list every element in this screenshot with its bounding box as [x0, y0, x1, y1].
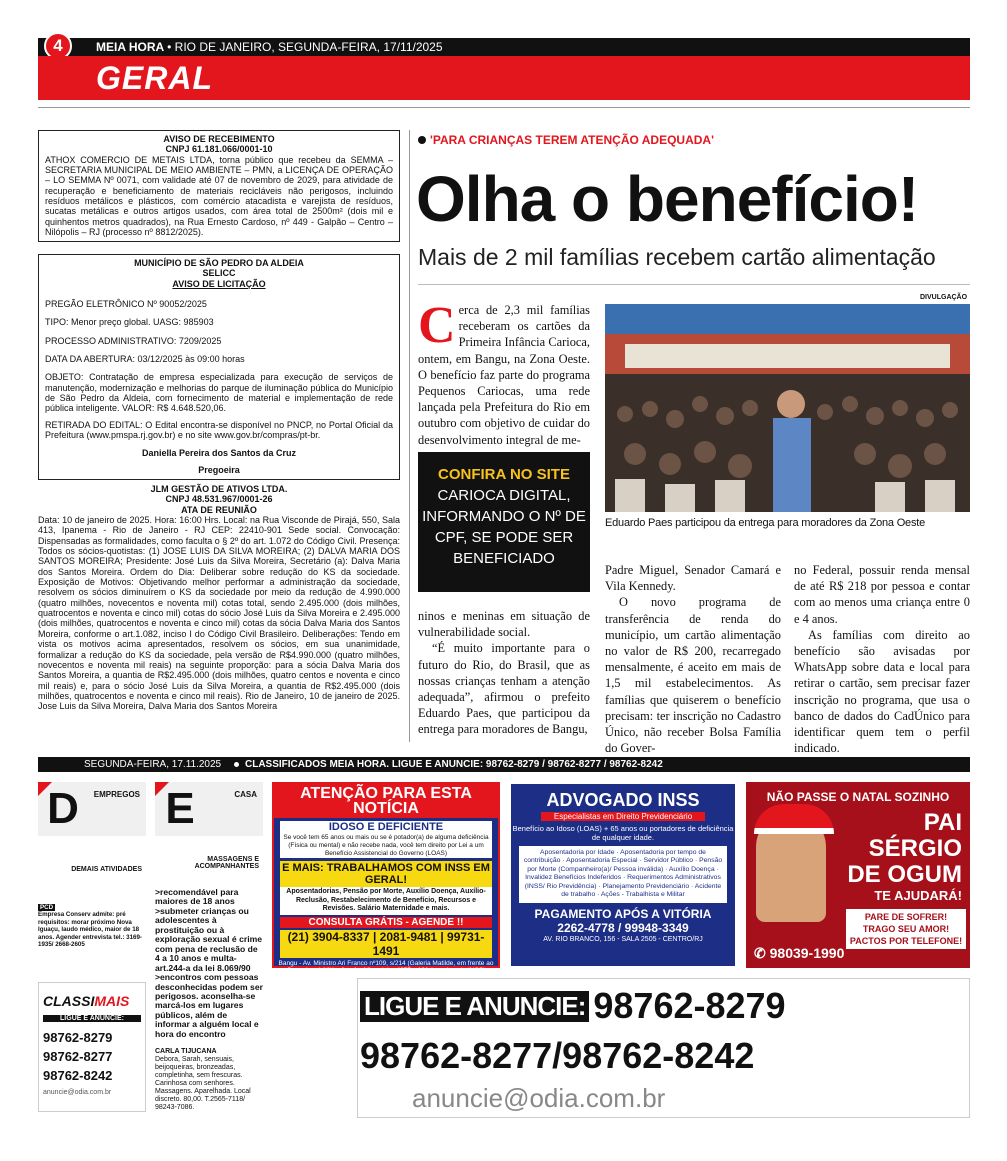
article-paragraph: Padre Miguel, Senador Camará e Vila Kennedy.: [605, 563, 781, 594]
ad-title: ADVOGADO INSS: [546, 790, 700, 810]
ad-title: ATENÇÃO PARA ESTA NOTÍCIA: [274, 784, 498, 818]
phone[interactable]: 98762-8242: [43, 1068, 113, 1083]
article-column-1: [418, 297, 590, 447]
subhead: Mais de 2 mil famílias recebem cartão alimentação: [418, 244, 936, 270]
notice-body: Data: 10 de janeiro de 2025. Hora: 16:00 Hrs. Local: na Rua Visconde de Pirajá, 550, Sala 413, Ipanema - Rio de Janeiro - RJ CEP: 22410-901 Sede social. Convocação: Dispensadas as formalidades, como faculta o § 2º do art. 1.072 do Código Civil. Presença: Todos os sócios-quotistas: (1) JOSE LUIS DA SILVA MOREIRA; (2) DALVA MARIA DOS SANTOS MOREIRA; Presidente: José Luis da Silva Moreira, Secretário (a): Dalva Maria dos Santos Moreira. Ordem do Dia: Deliberar sobre redução do KS da sociedade. Exposição de Motivos: Objetivando melhor performar a administração da sociedade, resolvem os sócios diminuírem o KS da sociedade por meio da redução de 4.990.000 (quatro milhões, novecentos e noventa mil) cotas total, sendo 2.495.000 (dois milhões, quatrocentos e noventa e cinco mil) cotas do sócio José Luis da Silva Moreira e 2.495.000 (dois milhões, quatrocentos e noventa e cinco mil) cotas da sócia Dalva Maria dos Santos Moreira, conforme o art.1.082, inciso I do Código Civil Brasileiro. Deliberações: Tendo em vista os motivos acima apresentados, resolvem os sócios, em sua unanimidade, formalizar a redução do KS da sociedade, pela versão de R$4.990.000 (quatro milhões, novecentos e noventa mil reais) na seguinte proporção: para a sócia Dalva Maria dos Santos Moreira, a quantia de R$2.495.000 (dois milhões, quatro centos e noventa e cinco mil reais) e, para o sócio José Luis da Silva Moreira, a quantia de R$2.495.000 (dois milhões, quatrocentos e noventa e cinco mil reais). Rio de Janeiro, 10 de janeiro de 2025. Jose Luis da Silva Moreira, Dalva Maria dos Santos Moreira: [38, 515, 400, 712]
column-rule: [409, 130, 410, 742]
notice-heading: AVISO DE LICITAÇÃO: [172, 278, 266, 289]
article-rule: [418, 284, 970, 285]
article-paragraph: As famílias com direito ao benefício são avisadas por WhatsApp sobre data e local para retirar o cartão, sem precisar fazer inscrição no programa, que usa o banco de dados do CadÚnico para identificar quem tem o perfil indicado.: [794, 627, 970, 756]
classified-carla: [155, 1048, 263, 1112]
classimais-box: [38, 982, 146, 1112]
ad-atencao[interactable]: [272, 782, 500, 975]
crowd-photo: [605, 304, 970, 512]
classified-heading: PCD: [40, 904, 54, 911]
article-paragraph: “É muito importante para o futuro do Rio, do Brasil, que as nossas crianças tenham a atenção adequada”, afirmou o prefeito Eduardo Paes, que participou da entrega para moradores de Bangu,: [418, 641, 590, 737]
notice-licitacao: [38, 254, 400, 480]
ad-address: Bangu - Av. Ministro Ari Franco nº109, s/214 (Galeria Matilde, em frente ao Guanabara) Nilópolis - Av. Mirandela nº355 s.101 (em cima do INSS): [278, 959, 494, 975]
category-label: EMPREGOS: [93, 790, 140, 799]
notice-heading: ATA DE REUNIÃO: [181, 504, 257, 515]
ad-cta: CONSULTA GRÁTIS - AGENDE !!: [280, 917, 492, 928]
notice-role: Pregoeira: [198, 464, 240, 475]
classifieds-title-text: CLASSIFICADOS MEIA HORA. LIGUE E ANUNCIE: 98762-8279 / 98762-8277 / 98762-8242: [245, 759, 663, 770]
ad-body: Se você tem 65 anos ou mais ou se é potador(a) de alguma deficiência (Física ou mental) e não recebe nada, você tem direito por Lei a um Benefício Assistencial do Governo (LOAS): [280, 833, 492, 858]
notice-subtitle: SELICC: [202, 268, 236, 279]
article-column-2: [605, 562, 781, 756]
classimais-logo: [43, 993, 141, 1009]
phone[interactable]: 98762-8279: [593, 985, 786, 1026]
ad-title: NÃO PASSE O NATAL SOZINHO: [766, 790, 950, 804]
classimais-tag: LIGUE E ANUNCIE:: [43, 1015, 141, 1022]
category-empregos[interactable]: [38, 782, 146, 836]
promo-body: CARIOCA DIGITAL, INFORMANDO O Nº DE CPF, SE PODE SER BENEFICIADO: [422, 487, 586, 567]
notice-data: DATA DA ABERTURA: 03/12/2025 às 09:00 horas: [45, 354, 245, 365]
notice-tipo: TIPO: Menor preço global. UASG: 985903: [45, 317, 214, 328]
ad-ligue-anuncie[interactable]: [357, 978, 970, 1118]
email[interactable]: anuncie@odia.com.br: [43, 1089, 112, 1096]
section-title: GERAL: [96, 60, 213, 96]
notice-ata: [38, 484, 400, 740]
subcategory-massagens[interactable]: MASSAGENS E ACOMPANHANTES: [155, 850, 263, 888]
promo-title: CONFIRA NO SITE: [438, 466, 570, 483]
dateline: • RIO DE JANEIRO, SEGUNDA-FEIRA, 17/11/2025: [167, 40, 443, 54]
notice-cnpj: CNPJ 48.531.967/0001-26: [165, 494, 273, 505]
classified-warning: >recomendável para maiores de 18 anos >submeter crianças ou adolescentes à prostituição ou à exploração sexual é crime com pena de reclusão de 4 a 10 anos e multa-art.244-a da lei 8.069/90 >encontros com pessoas desconhecidas podem ser perigosos. aconselha-se marcá-los em lugares públicos, além de informar a alguém local e hora do encontro: [155, 887, 263, 1039]
kicker: [418, 133, 714, 147]
notice-title: AVISO DE RECEBIMENTO: [163, 134, 275, 144]
article-column-3: [794, 562, 970, 756]
ad-subtitle: Especialistas em Direito Previdenciário: [541, 812, 705, 821]
phone: 98039-1990: [769, 945, 845, 961]
category-casa[interactable]: [155, 782, 263, 836]
ad-phone: ✆ 98039-1990: [754, 945, 845, 961]
category-letter: E: [165, 784, 195, 833]
article-column-1b: [418, 608, 590, 742]
ad-services: Aposentadorias, Pensão por Morte, Auxílio Doença, Auxílio-Reclusão, Restabelecimento de Benefício, Recursos e Revisões. Salário Maternidade e mais.: [280, 887, 492, 914]
headline: Olha o benefício!: [416, 163, 919, 235]
notice-body: ATHOX COMERCIO DE METAIS LTDA, torna público que recebeu da SEMMA – SECRETARIA MUNICIPAL DE MEIO AMBIENTE – PMN, a LICENÇA DE OPERAÇÃO – LO SEMMA Nº 0071, com validade até 07 de novembro de 2029, para atividade de recuperação e beneficiamento de materiais recicláveis não perigosos, incluindo resíduos metálicos e plásticos, com comércio atacadista e varejista de resíduos, sucatas metálicas e outros artigos usados, com área total de 2500m² (dois mil e quinhentos metros quadrados), na Rua Ernesto Cardoso, nº 449 - Galpão – Centro – Nilópolis – RJ (processo nº 8812/2025).: [45, 154, 393, 238]
classified-body: Debora, Sarah, sensuais, beijoqueiras, bronzeadas, completinha, sem frescuras. Carinhosa com senhores. Massagens. Aparelhada. Local discreto. 80,00. T.2565-7118/ 98243-7086.: [155, 1056, 251, 1112]
photo-caption: Eduardo Paes participou da entrega para moradores da Zona Oeste: [605, 517, 926, 529]
ad-promise: PARE DE SOFRER! TRAGO SEU AMOR! PACTOS POR TELEFONE!: [846, 909, 966, 949]
ad-services: Aposentadoria por Idade · Aposentadoria por tempo de contribuição · Aposentadoria Especial · Servidor Público · Pensão por Morte (Companheiro(a)/ Pessoa inválida) · Auxílio Doença · Invalidez Benefícios Indeferidos · Requerimentos Administrativos (INSS/ Rio Previdência) · Planejamento Previdenciário · Acidente de trabalho · Ações - Trabalhista e Militar: [519, 846, 727, 903]
notice-objeto: OBJETO: Contratação de empresa especializada para execução de serviços de manutenção, modernização e melhorias do parque de iluminação pública do Município de São Pedro da Aldeia, com fornecimento de material e implementação de rede pública inteligente. VALOR: R$ 4.648.520,06.: [45, 372, 393, 414]
ad-cta: PAGAMENTO APÓS A VITÓRIA: [534, 906, 712, 921]
article-photo: [605, 304, 970, 512]
article-paragraph: ninos e meninas em situação de vulnerabilidade social.: [418, 609, 590, 640]
ad-highlight: E MAIS: TRABALHAMOS COM INSS EM GERAL!: [280, 861, 492, 887]
classifieds-bar: [38, 757, 970, 772]
ad-row: [360, 985, 786, 1027]
notice-title: JLM GESTÃO DE ATIVOS LTDA.: [150, 484, 288, 494]
header-paper: [96, 40, 443, 54]
notice-pregao: PREGÃO ELETRÔNICO Nº 90052/2025: [45, 299, 207, 310]
notice-cnpj: CNPJ 61.181.066/0001-10: [165, 144, 273, 155]
photo-credit: DIVULGAÇÃO: [920, 294, 968, 301]
ad-name: PAI SÉRGIO DE OGUM: [847, 809, 962, 888]
notice-signer: Daniella Pereira dos Santos da Cruz: [141, 448, 297, 459]
category-label: CASA: [234, 790, 257, 799]
classifieds-title: [234, 757, 663, 772]
notice-recebimento: [38, 130, 400, 242]
ad-tagline: TE AJUDARÁ!: [874, 888, 962, 903]
email[interactable]: anuncie@odia.com.br: [412, 1083, 666, 1113]
kicker-text: 'PARA CRIANÇAS TEREM ATENÇÃO ADEQUADA': [430, 133, 714, 147]
classified-body: Empresa Conserv admite: pré requisitos: morar próximo Nova Iguaçu, laudo médico, maior de 18 anos. Agender entrevista tel.: 3169-1935/ 2668-2605: [38, 911, 142, 949]
notice-retirada: RETIRADA DO EDITAL: O Edital encontra-se disponível no PNCP, no Portal Oficial da Prefeitura (www.pmspa.rj.gov.br) e no site www.gov.br/compras/pt-br.: [45, 419, 393, 441]
ad-pai-sergio[interactable]: [746, 782, 970, 968]
ad-heading: IDOSO E DEFICIENTE: [280, 821, 492, 833]
ad-label: LIGUE E ANUNCIE:: [360, 991, 589, 1022]
notice-processo: PROCESSO ADMINISTRATIVO: 7209/2025: [45, 335, 222, 346]
bullet-icon: [234, 762, 239, 767]
page-number: 4: [44, 32, 72, 60]
logo-part: CLASSI: [43, 993, 95, 1009]
phone[interactable]: 98762-8277: [43, 1049, 113, 1064]
ad-phones: (21) 3904-8337 | 2081-9481 | 99731-1491: [280, 930, 492, 958]
phones[interactable]: 98762-8277/98762-8242: [360, 1035, 755, 1076]
phone[interactable]: 98762-8279: [43, 1030, 113, 1045]
classified-heading: CARLA TIJUCANA: [155, 1048, 217, 1055]
ad-phones: 2262-4778 / 99948-3349: [557, 920, 689, 935]
logo-part: MAIS: [94, 993, 130, 1009]
promo-box: [418, 452, 590, 592]
dropcap: C: [418, 297, 456, 354]
classified-pcd: [38, 904, 146, 964]
header-rule: [38, 107, 970, 108]
article-text: erca de 2,3 mil famílias receberam os cartões da Primeira Infância Carioca, ontem, em Bangu, na Zona Oeste. O benefício faz parte do programa Pequenos Cariocas, uma rede lançada pela Prefeitura do Rio em outubro com objetivo de cuidar do desenvolvimento integral de me-: [418, 303, 590, 447]
notice-title: MUNICÍPIO DE SÃO PEDRO DA ALDEIA: [134, 258, 304, 268]
ad-address: AV. RIO BRANCO, 156 - SALA 2505 - CENTRO/RJ: [543, 935, 703, 943]
ad-inss[interactable]: [509, 782, 737, 968]
category-letter: D: [47, 784, 79, 833]
ad-line: Benefício ao Idoso (LOAS) + 65 anos ou portadores de deficiência de qualquer idade.: [512, 824, 734, 842]
classifieds-date: SEGUNDA-FEIRA, 17.11.2025: [84, 759, 222, 770]
bullet-icon: [418, 136, 426, 144]
paper-name: MEIA HORA: [96, 40, 164, 54]
subcategory-demais[interactable]: DEMAIS ATIVIDADES: [38, 856, 146, 894]
article-paragraph: no Federal, possuir renda mensal de até R$ 218 por pessoa e contar com ao menos uma criança entre 0 e 4 anos.: [794, 563, 970, 626]
article-paragraph: O novo programa de transferência de renda do município, um cartão alimentação no valor de R$ 200, recarregado mensalmente, é aceito em mais de 1,5 mil estabelecimentos. As famílias que quiserem o benefício precisam: ter inscrição no Cadastro Único, não receber Bolsa Família do Gover-: [605, 595, 781, 756]
santa-hat-icon: [754, 804, 834, 834]
